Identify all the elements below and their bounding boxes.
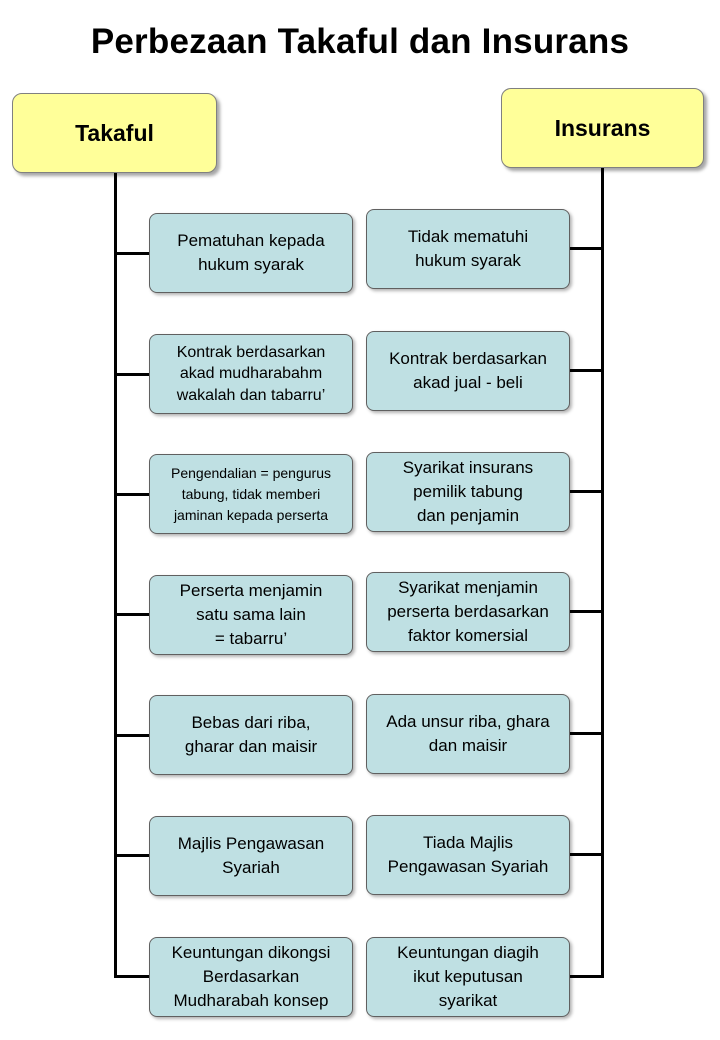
takaful-box: Pengendalian = pengurus tabung, tidak memberi jaminan kepada perserta — [149, 454, 353, 534]
insurans-box: Tidak mematuhi hukum syarak — [366, 209, 570, 289]
takaful-box: Pematuhan kepada hukum syarak — [149, 213, 353, 293]
takaful-connector — [114, 373, 150, 376]
takaful-connector — [114, 493, 150, 496]
insurans-connector — [568, 247, 604, 250]
takaful-box: Majlis Pengawasan Syariah — [149, 816, 353, 896]
takaful-header-box — [12, 93, 217, 173]
takaful-connector — [114, 734, 150, 737]
insurans-connector — [568, 610, 604, 613]
insurans-box: Syarikat menjamin perserta berdasarkan faktor komersial — [366, 572, 570, 652]
takaful-box: Kontrak berdasarkan akad mudharabahm wakalah dan tabarru’ — [149, 334, 353, 414]
insurans-connector — [568, 975, 604, 978]
takaful-box: Bebas dari riba, gharar dan maisir — [149, 695, 353, 775]
diagram-title: Perbezaan Takaful dan Insurans — [90, 22, 630, 61]
takaful-box: Perserta menjamin satu sama lain = tabarru’ — [149, 575, 353, 655]
takaful-connector — [114, 854, 150, 857]
takaful-connector — [114, 975, 150, 978]
insurans-connector — [568, 490, 604, 493]
insurans-connector — [568, 732, 604, 735]
insurans-box: Kontrak berdasarkan akad jual - beli — [366, 331, 570, 411]
insurans-connector — [568, 853, 604, 856]
takaful-connector — [114, 252, 150, 255]
insurans-box: Ada unsur riba, ghara dan maisir — [366, 694, 570, 774]
takaful-box: Keuntungan dikongsi Berdasarkan Mudharabah konsep — [149, 937, 353, 1017]
insurans-connector — [568, 369, 604, 372]
insurans-box: Keuntungan diagih ikut keputusan syarikat — [366, 937, 570, 1017]
insurans-box: Tiada Majlis Pengawasan Syariah — [366, 815, 570, 895]
insurans-box: Syarikat insurans pemilik tabung dan penjamin — [366, 452, 570, 532]
takaful-header-label: Takaful — [75, 119, 154, 146]
takaful-connector — [114, 613, 150, 616]
insurans-header-label: Insurans — [554, 114, 651, 141]
insurans-header-box — [501, 88, 704, 168]
